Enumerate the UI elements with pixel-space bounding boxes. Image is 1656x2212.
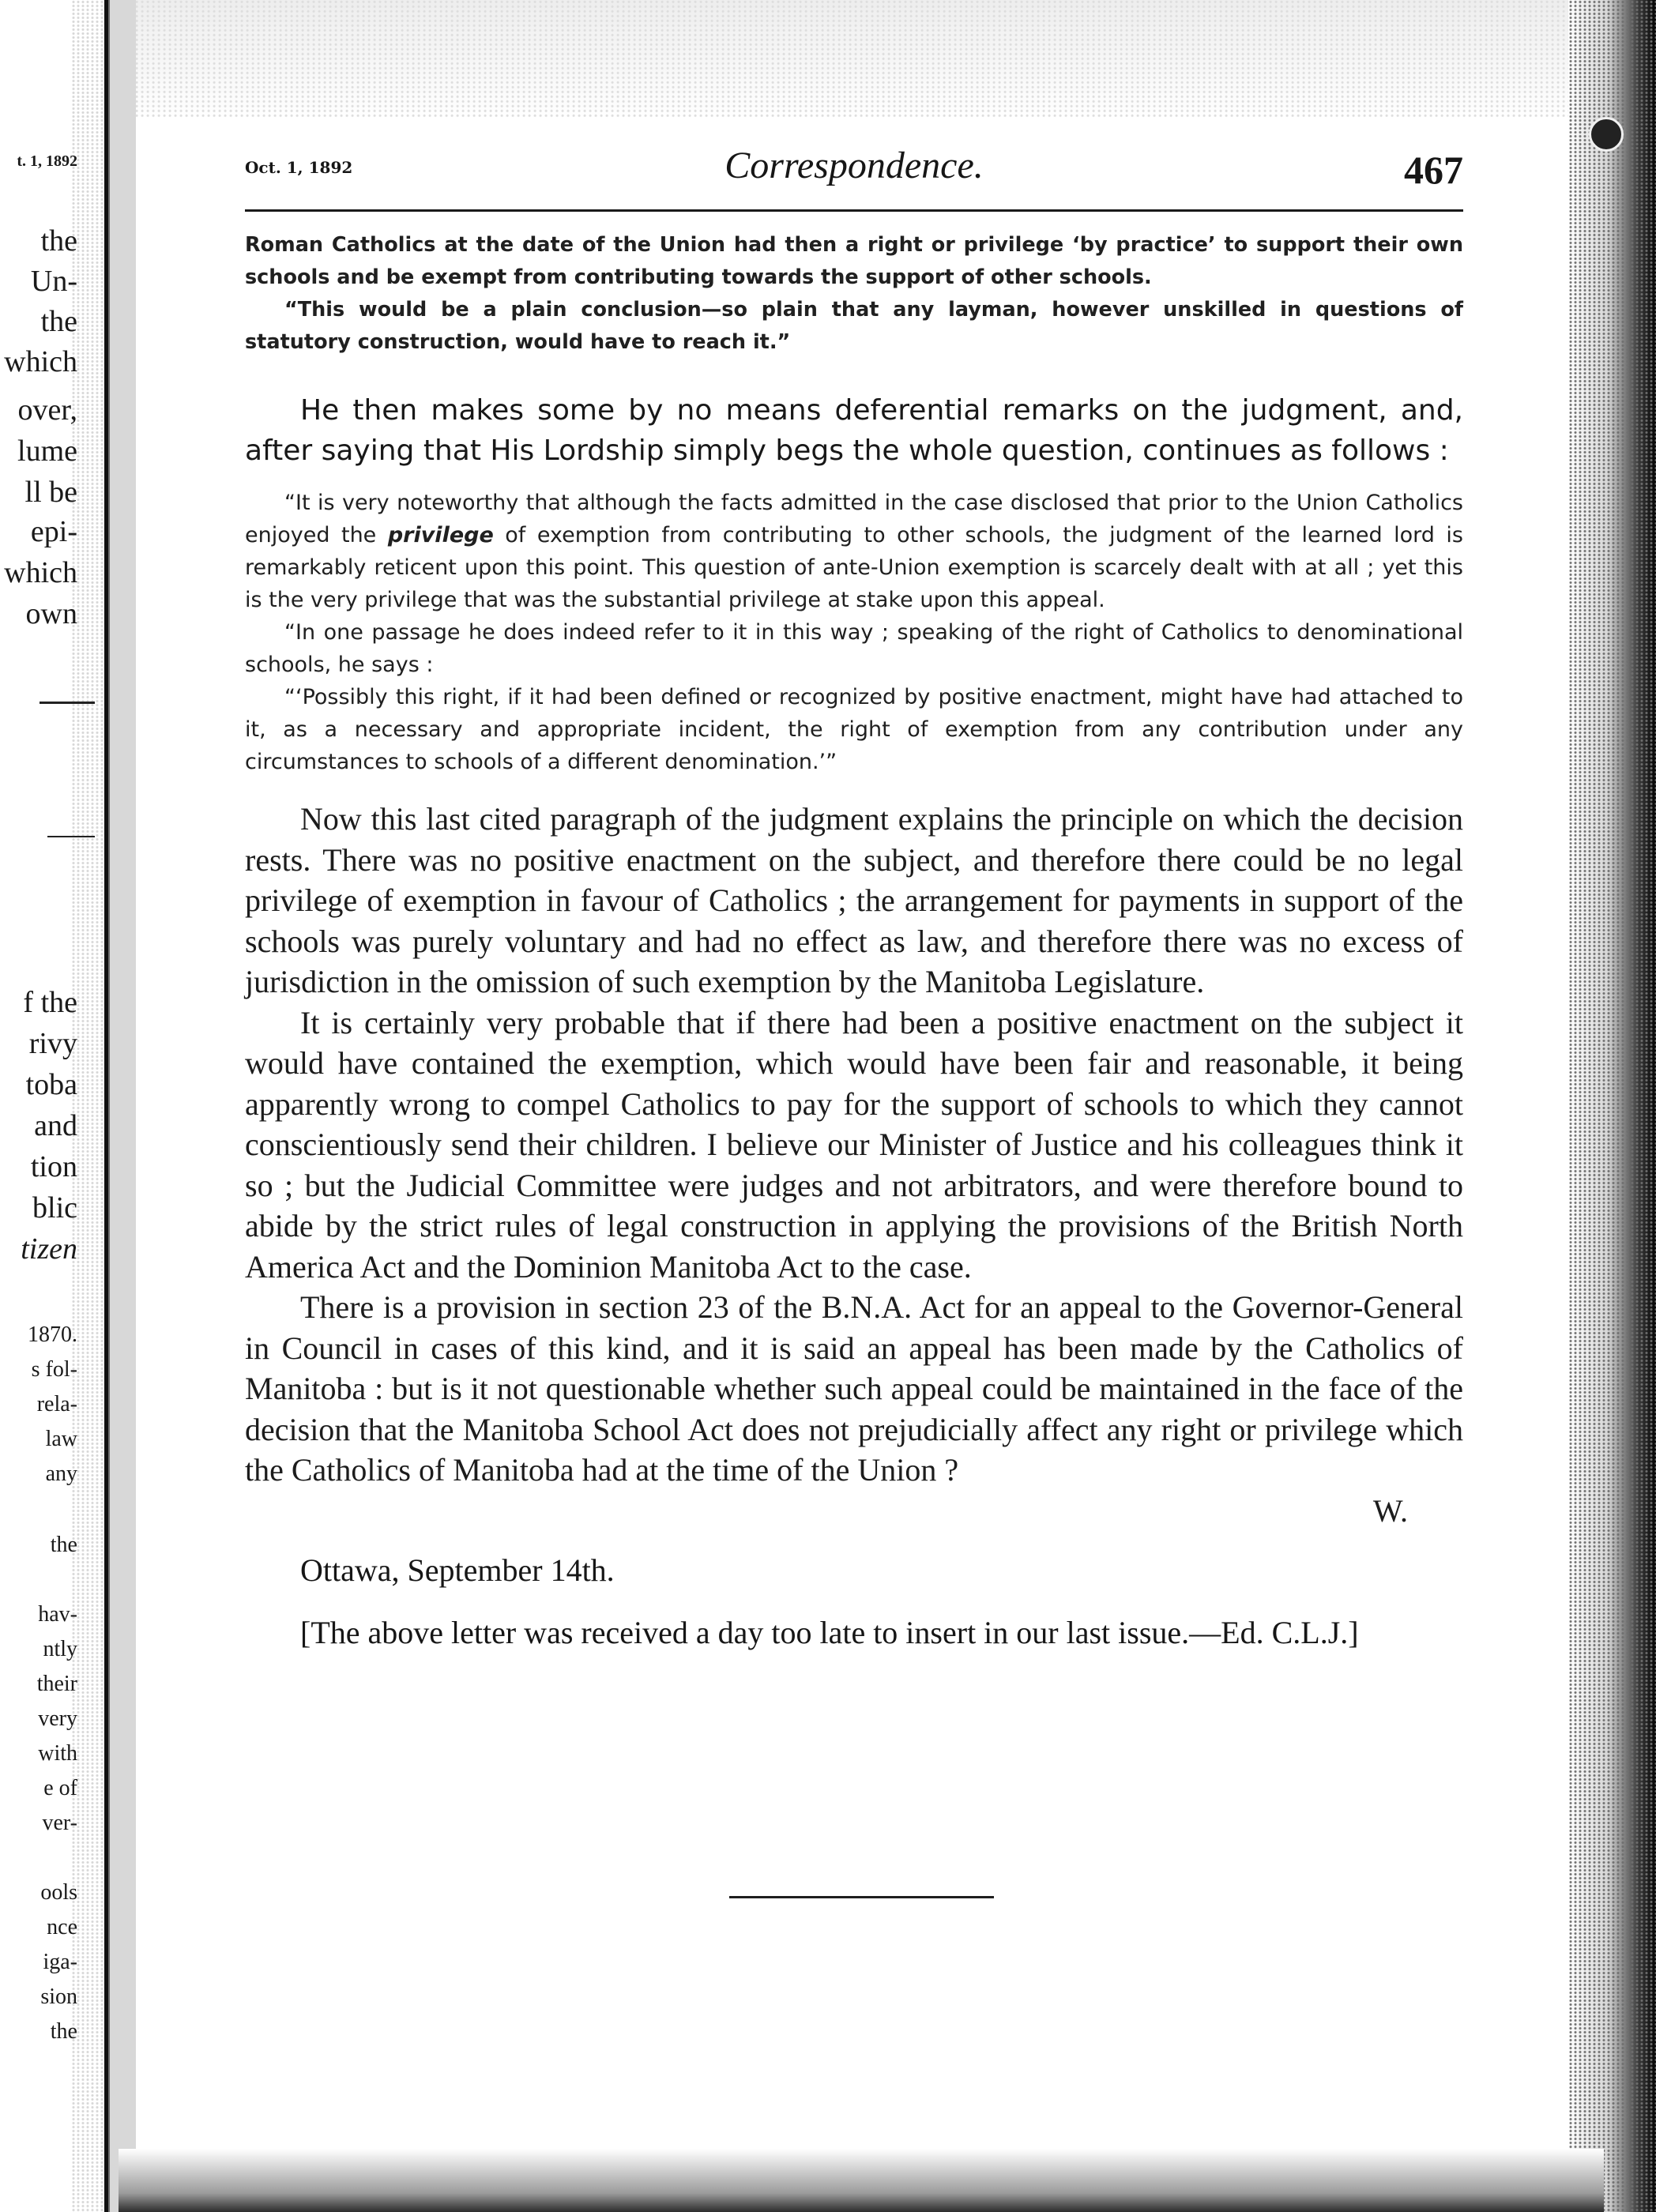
facing-page-line: nce xyxy=(47,1915,77,1939)
facing-page-line: iga- xyxy=(43,1950,77,1974)
facing-page-rule xyxy=(47,836,95,837)
binding-hole-icon xyxy=(1589,117,1624,152)
facing-page-line: toba xyxy=(25,1068,77,1101)
body-text: There is a provision in section 23 of the B.N.A. Act for an appeal to the Governor-General in Council in cases of this kind, and it is said an appeal has been made by the Catholics of Manitoba : but is it not questionable whether such appeal could be maintained in the face of the decision that the Manitoba School Act does not prejudicially affect any right or privilege which the Catholics of Manitoba had at the time of the Union ? xyxy=(245,1289,1463,1488)
facing-page-line: the xyxy=(50,1533,77,1557)
page-edge-shadow xyxy=(1568,0,1656,2212)
facing-page-line: any xyxy=(45,1462,77,1486)
header-date: Oct. 1, 1892 xyxy=(245,158,353,177)
facing-page-line: s fol- xyxy=(31,1357,77,1382)
facing-page-line: which xyxy=(4,345,77,378)
remarks-paragraph: He then makes some by no means deferential remarks on the judgment, and, after saying that His Lordship simply begs the whole question, continues as follows : xyxy=(245,394,1463,467)
facing-page-line: their xyxy=(36,1672,77,1696)
header-rule xyxy=(245,209,1463,212)
facing-page-line: own xyxy=(25,597,77,630)
facing-page-header: t. 1, 1892 xyxy=(17,152,77,170)
signature-row xyxy=(245,1491,1463,1532)
quote-text: of exemption from contributing to other schools, the judgment of the learned lord is remarkably reticent upon this point. This question of ante-Union exemption is scarcely dealt with at all ; yet this is the very privilege that was the substantial privilege at stake upon this appeal. xyxy=(245,523,1464,612)
block-quote-paragraph xyxy=(245,487,1463,616)
scan-noise-bottom xyxy=(119,2149,1604,2212)
facing-page-line: epi- xyxy=(30,515,77,548)
block-quote xyxy=(245,487,1463,778)
facing-page-line: rela- xyxy=(36,1392,77,1416)
facing-page-line: very xyxy=(38,1706,77,1731)
body-paragraph xyxy=(245,1287,1463,1491)
body-paragraph: It is certainly very probable that if there had been a positive enactment on the subject it would have contained the exemption, which would have been fair and reasonable, it being apparently wrong to compel Catholics to pay for the support of schools to which they cannot conscientiously send their children. I believe our Minister of Justice and his colleagues think it so ; but the Judicial Committee were judges and not arbitrators, and were therefore bound to abide by the strict rules of legal construction in applying the provisions of the British North America Act and the Dominion Manitoba Act to the case. xyxy=(245,1004,1463,1285)
facing-page-line: ntly xyxy=(43,1637,77,1661)
facing-page-line: tion xyxy=(30,1150,77,1183)
page-number: 467 xyxy=(1404,148,1463,192)
editor-note: [The above letter was received a day too late to insert in our last issue.—Ed. C.L.J.] xyxy=(300,1615,1359,1650)
facing-page-line: with xyxy=(38,1741,77,1766)
facing-page-rule xyxy=(40,702,95,704)
facing-page-fragments xyxy=(0,0,95,2212)
header-title: Correspondence. xyxy=(724,145,984,186)
facing-page-line: the xyxy=(40,224,77,258)
facing-page-line: the xyxy=(50,2019,77,2044)
facing-page-line: ools xyxy=(40,1880,77,1905)
scan-noise-top xyxy=(119,0,1620,118)
block-quote-paragraph: “‘Possibly this right, if it had been defined or recognized by positive enactment, might have had attached to it, as a necessary and appropriate incident, the right of exemption from any contribution under any circumstances to schools of a different denomination.’” xyxy=(245,685,1463,774)
block-quote-paragraph: “In one passage he does indeed refer to it in this way ; speaking of the right of Catholics to denominational schools, he says : xyxy=(245,620,1463,677)
quote-emphasis: privilege xyxy=(387,523,494,547)
facing-page-line: over, xyxy=(17,393,77,427)
facing-page-line: lume xyxy=(17,434,77,468)
body-paragraph: Now this last cited paragraph of the judgment explains the principle on which the decision rests. There was no positive enactment on the subject, and therefore there could be no legal privilege of exemption in favour of Catholics ; the arrangement for payments in support of the schools was purely voluntary and had no effect as law, and therefore there was no excess of jurisdiction in the omission of such exemption by the Manitoba Legislature. xyxy=(245,801,1463,999)
facing-page-line: blic xyxy=(32,1191,77,1224)
running-header xyxy=(245,144,1463,207)
facing-page-line: which xyxy=(4,556,77,589)
facing-page-line: rivy xyxy=(28,1027,77,1060)
page-gutter-shadow xyxy=(104,0,136,2212)
facing-page-line: sion xyxy=(40,1984,77,2009)
facing-page-line: and xyxy=(34,1109,77,1142)
facing-page-line: Un- xyxy=(30,265,77,298)
facing-page-line: ver- xyxy=(42,1811,77,1835)
quote-text: “It is very noteworthy that although the facts admitted in the case disclosed that prior to the Union Catholics enjoyed the xyxy=(245,491,1463,547)
facing-page-line: hav- xyxy=(38,1602,77,1627)
facing-page-line: law xyxy=(45,1427,77,1451)
signature: W. xyxy=(1372,1492,1408,1529)
facing-page-line: f the xyxy=(23,986,77,1019)
facing-page-line: the xyxy=(40,305,77,338)
facing-page-line: tizen xyxy=(21,1232,77,1266)
facing-page-line: e of xyxy=(43,1776,77,1800)
dateline: Ottawa, September 14th. xyxy=(300,1552,615,1588)
facing-page-line: ll be xyxy=(24,476,77,509)
quote-intro-paragraph: “This would be a plain conclusion—so plain that any layman, however unskilled in questions of statutory construction, would have to reach it.” xyxy=(245,298,1463,354)
facing-page-line: 1870. xyxy=(28,1322,77,1347)
letter-body xyxy=(245,229,1463,1653)
quote-intro-paragraph: Roman Catholics at the date of the Union had then a right or privilege ‘by practice’ to support their own schools and be exempt from contributing towards the support of other schools. xyxy=(245,233,1463,289)
end-rule xyxy=(729,1896,994,1898)
